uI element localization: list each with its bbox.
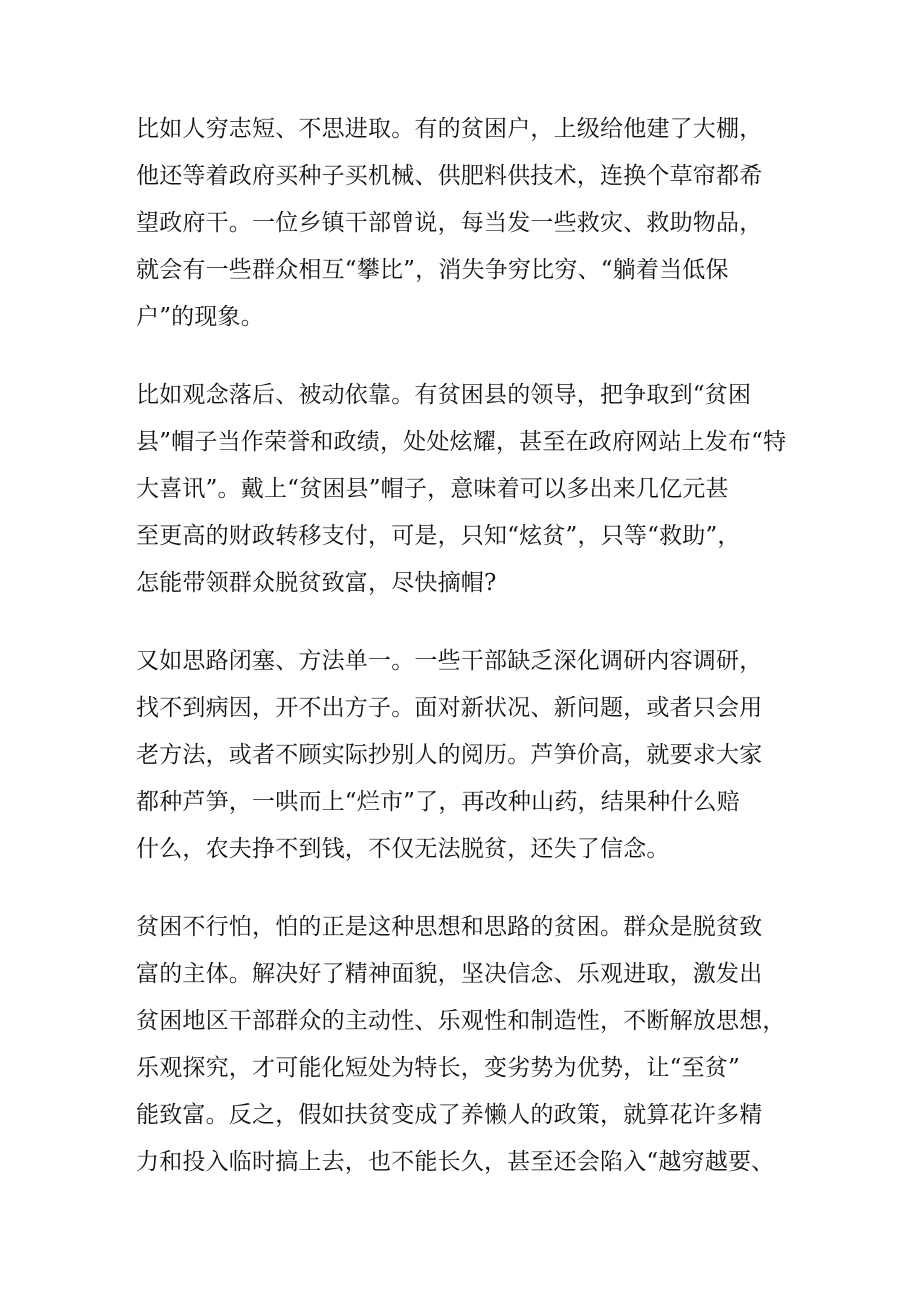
text-line: 至更高的财政转移支付，可是，只知“炫贫”，只等“救助”， xyxy=(136,523,741,549)
paragraph-3 xyxy=(136,638,796,873)
text-line: 比如人穷志短、不思进取。有的贫困户，上级给他建了大棚， xyxy=(136,116,763,142)
text-line: 老方法，或者不顾实际抄别人的阅历。芦笋价高，就要求大家 xyxy=(136,742,763,768)
text-line: 县”帽子当作荣誉和政绩，处处炫耀，甚至在政府网站上发布“特 xyxy=(136,429,787,455)
text-line: 贫困地区干部群众的主动性、乐观性和制造性，不断解放思想， xyxy=(136,1008,786,1034)
text-line: 大喜讯”。戴上“贫困县”帽子，意味着可以多出来几亿元甚 xyxy=(136,476,729,502)
text-line: 就会有一些群众相互“攀比”，消失争穷比穷、“躺着当低保 xyxy=(136,257,729,283)
text-line: 找不到病因，开不出方子。面对新状况、新问题，或者只会用 xyxy=(136,695,763,721)
text-line: 他还等着政府买种子买机械、供肥料供技术，连换个草帘都希 xyxy=(136,163,763,189)
text-line: 比如观念落后、被动依靠。有贫困县的领导，把争取到“贫困 xyxy=(136,382,752,408)
text-line: 贫困不行怕，怕的正是这种思想和思路的贫困。群众是脱贫致 xyxy=(136,914,763,940)
paragraph-2 xyxy=(136,372,796,607)
text-line: 能致富。反之，假如扶贫变成了养懒人的政策，就算花许多精 xyxy=(136,1102,763,1128)
document-body xyxy=(136,106,796,1217)
paragraph-1 xyxy=(136,106,796,341)
text-line: 什么，农夫挣不到钱，不仅无法脱贫，还失了信念。 xyxy=(136,836,670,862)
paragraph-4 xyxy=(136,904,796,1186)
text-line: 又如思路闭塞、方法单一。一些干部缺乏深化调研内容调研， xyxy=(136,648,763,674)
text-line: 都种芦笋，一哄而上“烂市”了，再改种山药，结果种什么赔 xyxy=(136,789,740,815)
text-line: 乐观探究，才可能化短处为特长，变劣势为优势，让“至贫” xyxy=(136,1055,740,1081)
text-line: 力和投入临时搞上去，也不能长久，甚至还会陷入“越穷越要、 xyxy=(136,1149,775,1175)
text-line: 望政府干。一位乡镇干部曾说，每当发一些救灾、救助物品， xyxy=(136,210,763,236)
text-line: 怎能带领群众脱贫致富，尽快摘帽? xyxy=(136,570,497,596)
text-line: 户”的现象。 xyxy=(136,304,264,330)
text-line: 富的主体。解决好了精神面貌，坚决信念、乐观进取，激发出 xyxy=(136,961,763,987)
